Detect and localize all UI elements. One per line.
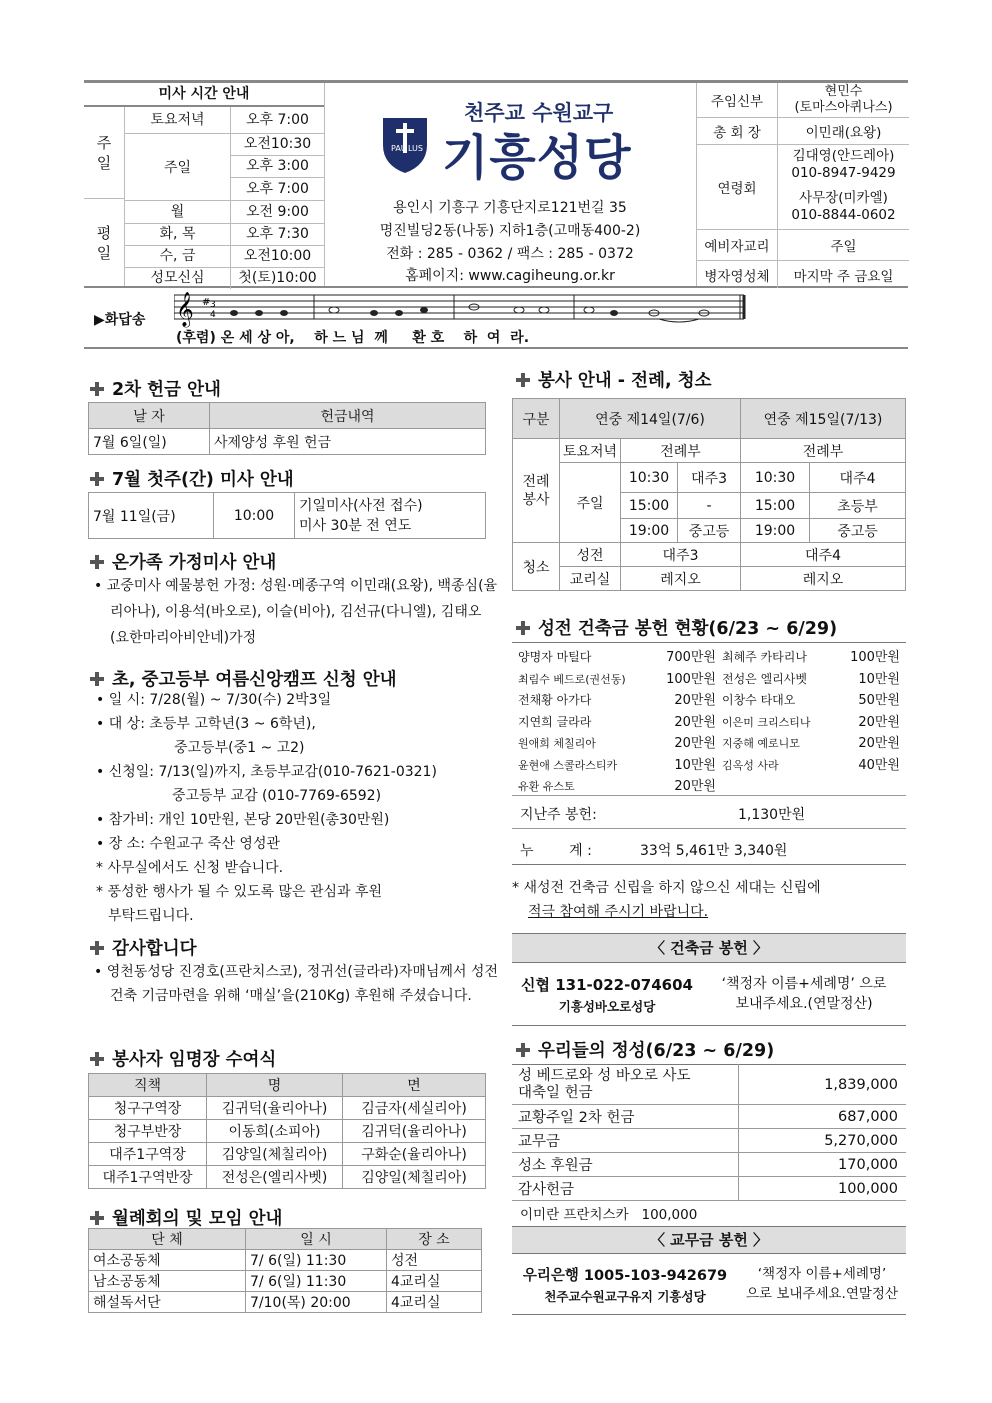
table-cell: 구화순(율리아나) — [343, 1143, 486, 1166]
weekday-label: 평 일 — [84, 199, 125, 286]
donor-name: 최림수 베드로(권선동) — [518, 672, 626, 686]
donor-row — [722, 669, 900, 691]
svg-text:𝄞: 𝄞 — [176, 292, 194, 327]
bulletin-header — [84, 80, 908, 288]
second-collection-table — [88, 402, 486, 455]
donor-amount: 10만원 — [674, 757, 716, 773]
table-cell: 청구부반장 — [89, 1120, 207, 1143]
first-friday-note: 기일미사(사전 접수) — [299, 497, 423, 514]
table-cell: 7/ 6(일) 11:30 — [246, 1250, 387, 1271]
first-friday-note: 미사 30분 전 연도 — [299, 517, 412, 534]
mass-day: 성모신심 — [125, 268, 231, 289]
donor-amount: 20만원 — [674, 714, 716, 730]
mass-day: 화, 목 — [125, 224, 231, 245]
cross-icon — [516, 621, 530, 635]
offering-amount: 5,270,000 — [824, 1132, 898, 1149]
mass-row — [125, 107, 324, 134]
svg-text:3: 3 — [210, 300, 216, 310]
cross-icon — [90, 472, 104, 486]
mass-day: 수, 금 — [125, 246, 231, 267]
donor-name: 윤현애 스콜라스티카 — [518, 758, 618, 772]
donor-amount: 20만원 — [674, 693, 716, 708]
parish-name: 기흥성당 — [442, 130, 632, 186]
donor-name: 전채황 아가다 — [518, 693, 592, 707]
donor-amount: 10만원 — [858, 671, 900, 687]
offering-note: 이미란 프란치스카 100,000 — [520, 1207, 698, 1223]
offering-label: 성소 후원금 — [512, 1153, 739, 1177]
donor-row — [722, 733, 900, 755]
donor-amount: 100만원 — [666, 671, 716, 687]
staff-row — [697, 145, 909, 230]
table-cell: - — [678, 493, 741, 519]
camp-line: 중고등부 교감 (010-7769-6592) — [172, 788, 382, 804]
cross-icon — [90, 1211, 104, 1225]
table-cell: 청구구역장 — [89, 1097, 207, 1120]
table-cell: 성전 — [387, 1250, 482, 1271]
staff-value: 주일 — [830, 239, 857, 255]
donor-name: 이은미 크리스티나 — [722, 715, 811, 729]
offering-title: 우리들의 정성(6/23 ~ 6/29) — [516, 1037, 774, 1062]
first-friday-title: 7월 첫주(간) 미사 안내 — [90, 466, 294, 491]
table-cell: 김양일(체칠리아) — [207, 1143, 343, 1166]
bank-account: 신협 131-022-074604 — [521, 975, 693, 994]
col-header: 헌금내역 — [210, 403, 486, 429]
mass-row — [125, 134, 324, 201]
mass-time: 오후 3:00 — [231, 156, 324, 178]
donor-amount: 700만원 — [666, 650, 716, 665]
mass-time: 오후 7:00 — [246, 112, 309, 128]
table-cell: 이동희(소피아) — [207, 1120, 343, 1143]
table-cell: 전례부 — [741, 439, 906, 463]
liturgy-label: 전례 봉사 — [513, 439, 560, 543]
table-cell: 4교리실 — [387, 1271, 482, 1292]
account-holder: 기흥성바오로성당 — [558, 998, 656, 1014]
table-cell: 여소공동체 — [89, 1250, 246, 1271]
table-cell: 7/10(목) 20:00 — [246, 1292, 387, 1313]
bank-account: 우리은행 1005-103-942679 — [522, 1267, 728, 1284]
donor-list-right — [722, 647, 900, 776]
donor-name: 지연희 글라라 — [518, 714, 592, 729]
account-holder: 천주교수원교구유지 기흥성당 — [544, 1288, 706, 1304]
camp-line: • 일 시: 7/28(월) ~ 7/30(수) 2박3일 — [96, 692, 332, 708]
col-header: 장 소 — [387, 1229, 482, 1250]
sunday-label: 주 일 — [84, 107, 125, 199]
cumulative-total — [512, 830, 906, 865]
account-note: 보내주세요.(연말정산) — [735, 996, 873, 1012]
service-table — [512, 398, 906, 591]
staff-role: 예비자교리 — [697, 230, 778, 260]
offering-label: 성 베드로와 성 바오로 사도 대축일 헌금 — [512, 1065, 739, 1105]
mass-row — [125, 201, 324, 224]
table-cell: 해설독서단 — [89, 1292, 246, 1313]
offering-table — [512, 1064, 906, 1201]
col-header: 연중 제14일(7/6) — [560, 399, 741, 439]
staff-value: 사무장(미카엘) 010-8844-0602 — [791, 190, 896, 223]
thanks-text: • 영천동성당 진경호(프란치스코), 정귀선(글라라)자매님께서 성전건축 기금마련을 위해 ‘매실’을(210Kg) 후원해 주셨습니다. — [94, 964, 498, 1004]
staff-row — [697, 118, 909, 145]
cross-icon — [90, 672, 104, 686]
dues-account-box — [512, 1254, 906, 1315]
donor-amount: 20만원 — [674, 736, 716, 751]
first-friday-table — [88, 492, 486, 539]
mass-row — [125, 246, 324, 268]
donor-name: 양명자 마틸다 — [518, 650, 592, 664]
building-account-box — [512, 963, 906, 1026]
mass-times-box — [84, 83, 325, 286]
cross-icon — [90, 941, 104, 955]
donor-row — [518, 733, 716, 755]
table-cell: 김금자(세실리아) — [343, 1097, 486, 1120]
table-cell: 10:30 — [621, 463, 678, 493]
meetings-title: 월례회의 및 모임 안내 — [90, 1205, 282, 1230]
donor-amount: 50만원 — [858, 693, 900, 708]
svg-text:#: # — [202, 297, 211, 308]
staff-box — [696, 83, 909, 286]
phone-fax: 전화 : 285 - 0362 / 팩스 : 285 - 0372 — [386, 246, 634, 262]
mass-time: 오전 9:00 — [246, 204, 309, 220]
address-line2: 명진빌딩2동(나동) 지하1층(고매동400-2) — [379, 223, 641, 239]
table-cell: 15:00 — [741, 493, 810, 519]
offering-label: 교황주일 2차 헌금 — [512, 1105, 739, 1129]
staff-row — [697, 230, 909, 261]
hymn-lyrics: (후렴) 온 세 상 아, 하 느 님 께 환 호 하 여 라. — [176, 330, 530, 346]
table-cell: 김양일(체칠리아) — [343, 1166, 486, 1189]
donor-name: 이창수 타대오 — [722, 693, 796, 707]
col-header: 단 체 — [89, 1229, 246, 1250]
account-note: 으로 보내주세요.연말정산 — [745, 1286, 899, 1302]
meetings-table — [88, 1228, 482, 1313]
camp-title: 초, 중고등부 여름신앙캠프 신청 안내 — [90, 666, 397, 691]
donor-amount: 100만원 — [850, 650, 900, 665]
table-cell: 19:00 — [741, 519, 810, 543]
table-cell: 김귀덕(율리아나) — [343, 1120, 486, 1143]
offering-label: 감사헌금 — [512, 1177, 739, 1201]
camp-line: • 신청일: 7/13(일)까지, 초등부교감(010-7621-0321) — [96, 764, 437, 780]
table-cell: 대주1구역반장 — [89, 1166, 207, 1189]
mass-day: 주일 — [125, 134, 231, 200]
cross-icon — [90, 1052, 104, 1066]
logo-text-right: LUS — [408, 144, 423, 153]
donor-name: 원애희 체칠리아 — [518, 737, 596, 750]
offering-amount: 100,000 — [838, 1180, 898, 1197]
col-header: 연중 제15일(7/13) — [741, 399, 906, 439]
donor-list-left — [518, 647, 716, 798]
table-cell: 15:00 — [621, 493, 678, 519]
table-cell: 전성은(엘리사벳) — [207, 1166, 343, 1189]
donor-row — [518, 647, 716, 669]
table-cell: 대주3 — [621, 543, 741, 567]
offering-label: 교무금 — [512, 1129, 739, 1153]
camp-line: 부탁드립니다. — [108, 908, 194, 924]
donor-row — [518, 755, 716, 777]
donor-row — [518, 776, 716, 798]
table-cell: 김귀덕(율리아나) — [207, 1097, 343, 1120]
offering-amount: 687,000 — [838, 1108, 898, 1125]
donor-row — [722, 712, 900, 734]
address-line1: 용인시 기흥구 기흥단지로121번길 35 — [393, 200, 627, 216]
staff-value: 이민래(요왕) — [805, 125, 882, 141]
mass-row — [125, 224, 324, 246]
mass-time: 오후 7:00 — [246, 181, 309, 197]
donor-amount: 20만원 — [858, 736, 900, 751]
parish-logo — [380, 115, 430, 175]
cross-icon — [90, 382, 104, 396]
table-cell: 7월 6일(일) — [89, 429, 210, 455]
cross-icon — [90, 555, 104, 569]
staff-value: 김대영(안드레아) 010-8947-9429 — [791, 148, 896, 181]
table-cell: 대주3 — [678, 463, 741, 493]
offering-amount: 1,839,000 — [824, 1076, 898, 1093]
music-staff-icon — [174, 289, 844, 329]
family-mass-title: 온가족 가정미사 안내 — [90, 549, 276, 574]
table-cell: 대주4 — [810, 463, 906, 493]
building-notice — [512, 876, 906, 924]
account-note: ‘책정자 이름+세례명’ 으로 — [721, 976, 887, 992]
cleaning-label: 청소 — [513, 543, 560, 591]
camp-line: • 장 소: 수원교구 죽산 영성관 — [96, 836, 280, 852]
last-week-label: 지난주 봉헌: — [520, 807, 597, 823]
staff-value: 마지막 주 금요일 — [793, 268, 894, 285]
table-cell: 남소공동체 — [89, 1271, 246, 1292]
donor-amount: 20만원 — [674, 779, 716, 794]
mass-time: 첫(토)10:00 — [238, 270, 317, 286]
account-note: ‘책정자 이름+세례명’ — [757, 1266, 887, 1282]
table-cell: 성전 — [560, 543, 621, 567]
donor-row — [518, 669, 716, 691]
camp-line: * 풍성한 행사가 될 수 있도록 많은 관심과 후원 — [96, 884, 383, 900]
mass-day: 토요저녁 — [125, 107, 231, 133]
logo-text-left: PAU — [391, 144, 407, 153]
col-header: 명 — [207, 1074, 343, 1097]
donor-name: 지중해 예로니모 — [722, 737, 800, 750]
table-cell: 레지오 — [621, 567, 741, 591]
last-week-value: 1,130만원 — [738, 807, 806, 823]
donor-row — [518, 690, 716, 712]
donor-name: 김옥성 사라 — [722, 758, 779, 772]
thanks-title: 감사합니다 — [90, 935, 197, 960]
donor-name: 최혜주 카타리나 — [722, 650, 807, 664]
donor-row — [722, 647, 900, 669]
sunday-label: 주일 — [560, 463, 621, 543]
mass-time: 오전10:00 — [243, 248, 312, 264]
donor-name: 전성은 엘리사벳 — [722, 671, 807, 686]
cumulative-label: 누 계 : — [520, 843, 592, 859]
cumulative-value: 33억 5,461만 3,340원 — [640, 843, 788, 859]
table-cell: 전례부 — [621, 439, 741, 463]
camp-details — [96, 688, 496, 928]
col-header: 면 — [343, 1074, 486, 1097]
staff-role: 병자영성체 — [697, 261, 778, 288]
staff-value: 현민수 (토마스아퀴나스) — [794, 84, 893, 115]
second-collection-title: 2차 헌금 안내 — [90, 376, 221, 401]
family-mass-text: • 교중미사 예물봉헌 가정: 성원·메종구역 이민래(요왕), 백종심(율리아나), 이용석(바오로), 이슬(비아), 김선규(다니엘), 김태오(요한마리아비안네)가정 — [94, 578, 498, 646]
donor-row — [518, 712, 716, 734]
donor-row — [722, 690, 900, 712]
table-cell: 교리실 — [560, 567, 621, 591]
building-account-title: 〈 건축금 봉헌 〉 — [512, 933, 906, 963]
donor-row — [722, 755, 900, 777]
notice-line: 적극 참여해 주시기 바랍니다. — [528, 904, 709, 920]
table-cell: 10:30 — [741, 463, 810, 493]
camp-line: • 참가비: 개인 10만원, 본당 20만원(총30만원) — [96, 812, 390, 828]
table-cell: 중고등 — [810, 519, 906, 543]
table-cell: 대주1구역장 — [89, 1143, 207, 1166]
appointment-table — [88, 1073, 486, 1189]
svg-text:4: 4 — [210, 310, 216, 320]
camp-line: • 대 상: 초등부 고학년(3 ~ 6학년), — [96, 716, 316, 732]
table-cell: 19:00 — [621, 519, 678, 543]
staff-role: 주임신부 — [697, 83, 778, 117]
mass-day: 월 — [125, 201, 231, 223]
table-cell: 레지오 — [741, 567, 906, 591]
cross-icon — [516, 1043, 530, 1057]
table-cell: 중고등 — [678, 519, 741, 543]
table-cell: 토요저녁 — [560, 439, 621, 463]
donor-amount: 20만원 — [858, 714, 900, 730]
hymn-section — [84, 285, 908, 349]
staff-row — [697, 83, 909, 118]
dues-account-title: 〈 교무금 봉헌 〉 — [512, 1226, 906, 1254]
building-fund-title: 성전 건축금 봉헌 현황(6/23 ~ 6/29) — [516, 615, 837, 640]
hymn-label: ▶화답송 — [94, 312, 146, 328]
service-title: 봉사 안내 - 전례, 청소 — [516, 367, 712, 392]
mass-time: 오후 7:30 — [246, 226, 309, 242]
staff-row — [697, 261, 909, 288]
table-cell: 초등부 — [810, 493, 906, 519]
cross-icon — [516, 373, 530, 387]
col-header: 구분 — [513, 399, 560, 439]
diocese-name: 천주교 수원교구 — [464, 101, 614, 125]
first-friday-date: 7월 11일(금) — [89, 493, 214, 539]
last-week-total — [512, 796, 906, 829]
col-header: 날 자 — [89, 403, 210, 429]
first-friday-time: 10:00 — [214, 493, 295, 539]
col-header: 일 시 — [246, 1229, 387, 1250]
appointment-title: 봉사자 임명장 수여식 — [90, 1046, 276, 1071]
table-cell: 사제양성 후원 헌금 — [210, 429, 486, 455]
mass-time: 오전10:30 — [231, 134, 324, 156]
table-cell: 대주4 — [741, 543, 906, 567]
staff-role: 연령회 — [697, 145, 778, 229]
col-header: 직책 — [89, 1074, 207, 1097]
donor-name: 유환 유스토 — [518, 780, 575, 793]
table-cell: 7/ 6(일) 11:30 — [246, 1271, 387, 1292]
offering-amount: 170,000 — [838, 1156, 898, 1173]
camp-line: * 사무실에서도 신청 받습니다. — [96, 860, 284, 876]
camp-line: 중고등부(중1 ~ 고2) — [174, 740, 305, 756]
staff-role: 총 회 장 — [697, 118, 778, 144]
notice-line: * 새성전 건축금 신립을 하지 않으신 세대는 신립에 — [512, 880, 821, 896]
parish-info — [324, 83, 696, 286]
table-cell: 4교리실 — [387, 1292, 482, 1313]
mass-times-title: 미사 시간 안내 — [84, 83, 324, 107]
building-fund-list — [512, 642, 906, 796]
donor-amount: 40만원 — [858, 757, 900, 773]
homepage[interactable]: 홈페이지: www.cagiheung.or.kr — [405, 268, 615, 284]
